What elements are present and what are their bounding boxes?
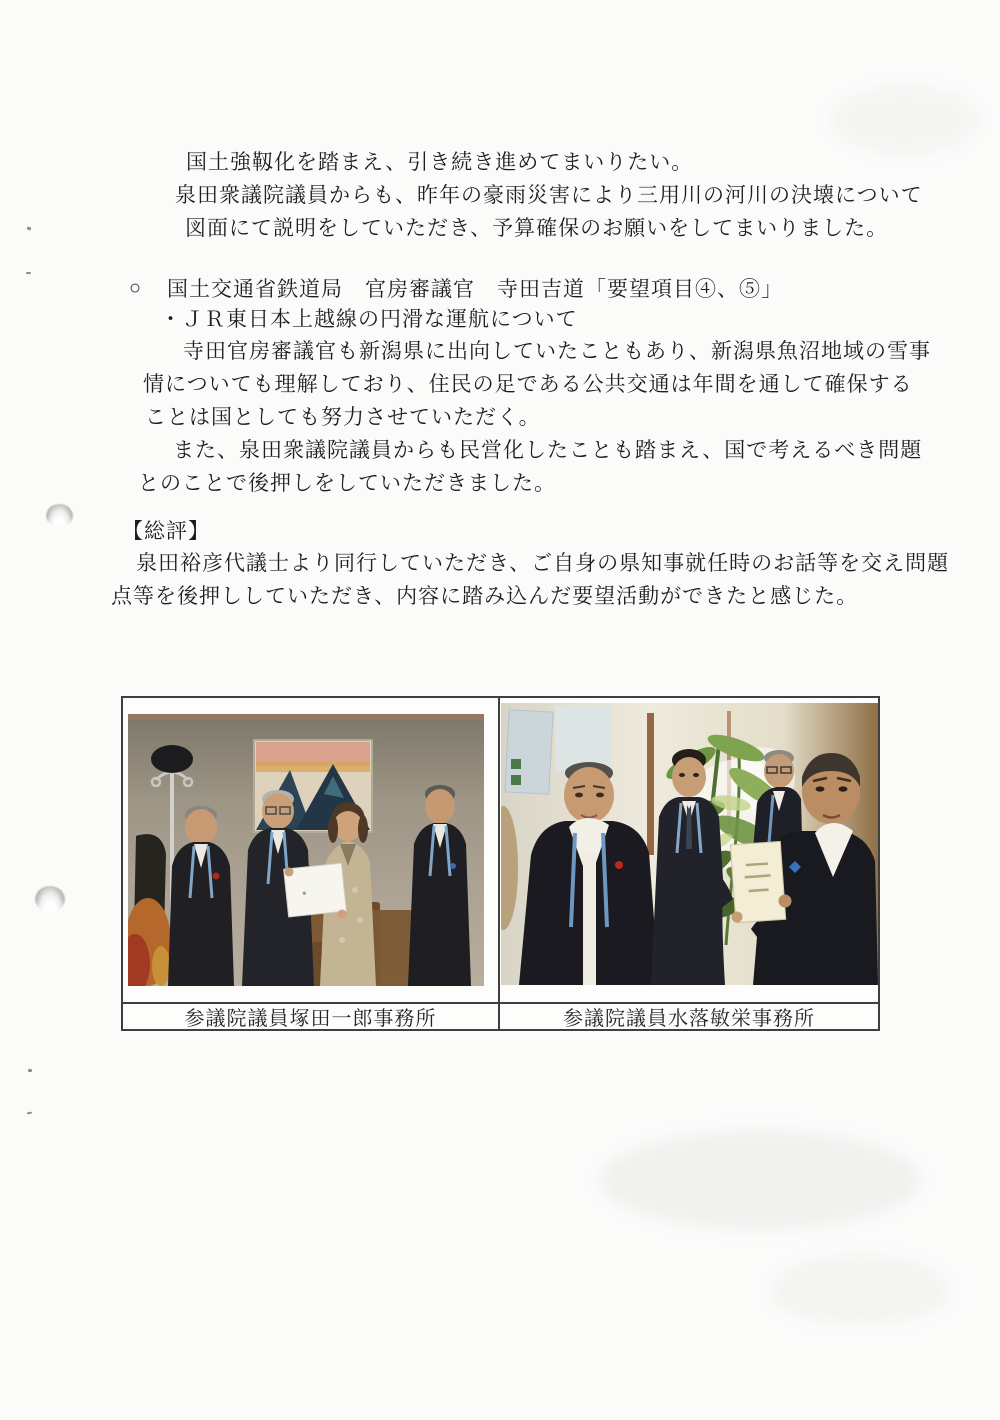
scan-speck xyxy=(28,1069,32,1072)
section-body-line-2: 情についても理解しており、住民の足である公共交通は年間を通して確保する xyxy=(143,372,913,396)
section-heading: 国土交通省鉄道局 官房審議官 寺田吉道「要望項目④、⑤」 xyxy=(167,277,783,301)
section-circle-marker: ○ xyxy=(129,277,142,299)
hand xyxy=(779,895,792,908)
photo-mizuochi-office xyxy=(501,703,878,985)
punch-hole-shadow-bottom xyxy=(35,886,65,912)
photo-table xyxy=(121,696,880,1031)
scan-smudge xyxy=(600,1130,920,1230)
section-body-line-3: ことは国としても努力させていただく。 xyxy=(145,405,541,429)
scan-speck xyxy=(27,226,32,230)
punch-hole-shadow-top xyxy=(46,504,73,527)
section-body-line-4: また、泉田衆議院議員からも民営化したことも踏まえ、国で考えるべき問題 xyxy=(173,438,923,462)
section-bullet: ・ＪＲ東日本上越線の円滑な運航について xyxy=(160,307,578,331)
scan-smudge xyxy=(770,1255,950,1325)
intro-line-2: 泉田衆議院議員からも、昨年の豪雨災害により三用川の河川の決壊について xyxy=(175,183,923,207)
summary-line-1: 泉田裕彦代議士より同行していただき、ご自身の県知事就任時のお話等を交え問題 xyxy=(136,551,950,575)
hand xyxy=(285,868,294,877)
handover-document xyxy=(730,841,785,922)
intro-line-3: 図面にて説明をしていただき、予算確保のお願いをしてまいりました。 xyxy=(185,216,889,240)
scan-smudge xyxy=(830,85,980,155)
scan-speck xyxy=(27,1112,32,1115)
table-vertical-divider xyxy=(498,698,500,1029)
summary-line-2: 点等を後押ししていただき、内容に踏み込んだ要望活動ができたと感じた。 xyxy=(111,584,859,608)
hand xyxy=(338,910,347,919)
section-body-line-5: とのことで後押しをしていただきました。 xyxy=(138,471,556,495)
caption-mizuochi-office: 参議院議員水落敏栄事務所 xyxy=(563,1008,815,1030)
summary-heading: 【総評】 xyxy=(122,519,210,543)
section-body-line-1: 寺田官房審議官も新潟県に出向していたこともあり、新潟県魚沼地域の雪事 xyxy=(183,339,931,363)
photo-tsukada-office xyxy=(128,714,484,986)
hand xyxy=(732,912,743,923)
photo-edge-tint xyxy=(128,714,484,720)
scan-speck xyxy=(26,272,31,274)
intro-line-1: 国土強靱化を踏まえ、引き続き進めてまいりたい。 xyxy=(186,150,694,174)
caption-tsukada-office: 参議院議員塚田一郎事務所 xyxy=(184,1008,437,1030)
